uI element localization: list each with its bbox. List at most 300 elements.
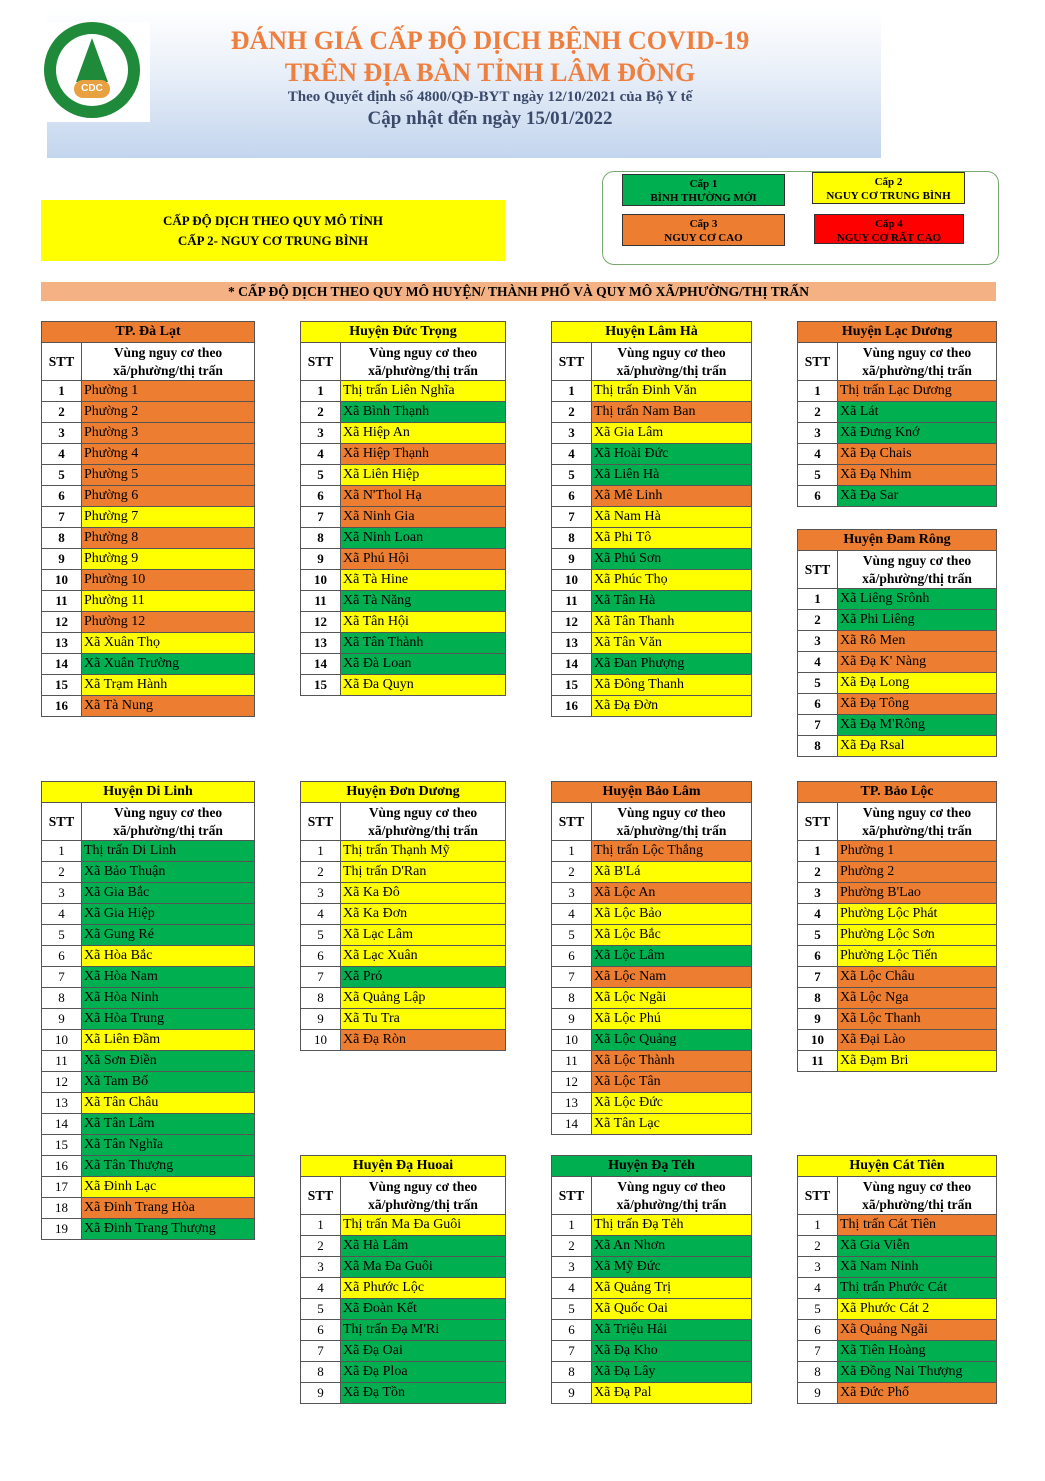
row-number: 4 bbox=[798, 904, 838, 925]
district-name: Huyện Bảo Lâm bbox=[552, 782, 752, 803]
row-number: 2 bbox=[301, 1236, 341, 1257]
commune-name: Xã Tiên Hoàng bbox=[838, 1341, 997, 1362]
row-number: 4 bbox=[42, 904, 82, 925]
commune-name: Xã Nam Hà bbox=[592, 507, 752, 528]
row-number: 15 bbox=[42, 675, 82, 696]
commune-name: Xã Lộc Phú bbox=[592, 1009, 752, 1030]
row-number: 4 bbox=[42, 444, 82, 465]
table-row bbox=[552, 633, 752, 654]
commune-name: Phường 4 bbox=[82, 444, 255, 465]
table-row bbox=[798, 1051, 997, 1072]
table-row bbox=[552, 1009, 752, 1030]
province-line1: CẤP ĐỘ DỊCH THEO QUY MÔ TỈNH bbox=[162, 213, 384, 228]
row-number: 9 bbox=[301, 1009, 341, 1030]
table-row bbox=[42, 675, 255, 696]
stt-header: STT bbox=[42, 803, 82, 841]
table-row bbox=[42, 1030, 255, 1051]
table-row bbox=[42, 946, 255, 967]
commune-name: Xã Tân Nghĩa bbox=[82, 1135, 255, 1156]
commune-name: Thị trấn D'Ran bbox=[341, 862, 506, 883]
table-row bbox=[42, 1177, 255, 1198]
table-row bbox=[552, 1278, 752, 1299]
row-number: 3 bbox=[798, 423, 838, 444]
row-number: 4 bbox=[552, 904, 592, 925]
district-name: Huyện Đạ Tẻh bbox=[552, 1156, 752, 1177]
commune-name: Xã Đinh Trang Thượng bbox=[82, 1219, 255, 1240]
commune-name: Xã Đạm Bri bbox=[838, 1051, 997, 1072]
table-row bbox=[798, 925, 997, 946]
stt-header: STT bbox=[42, 343, 82, 381]
row-number: 13 bbox=[42, 633, 82, 654]
row-number: 13 bbox=[552, 633, 592, 654]
row-number: 2 bbox=[798, 402, 838, 423]
row-number: 9 bbox=[552, 549, 592, 570]
table-row bbox=[301, 1341, 506, 1362]
commune-name: Xã Lộc An bbox=[592, 883, 752, 904]
table-row bbox=[42, 528, 255, 549]
table-row bbox=[301, 1299, 506, 1320]
row-number: 5 bbox=[42, 465, 82, 486]
commune-name: Phường 6 bbox=[82, 486, 255, 507]
stt-header: STT bbox=[552, 1177, 592, 1215]
commune-name: Xã Đạ Rsal bbox=[838, 736, 997, 757]
table-row bbox=[552, 465, 752, 486]
row-number: 13 bbox=[552, 1093, 592, 1114]
commune-name: Xã Triệu Hải bbox=[592, 1320, 752, 1341]
stt-header: STT bbox=[301, 343, 341, 381]
district-name: Huyện Đam Rông bbox=[798, 530, 997, 551]
zone-header: Vùng nguy cơ theo xã/phường/thị trấn bbox=[838, 343, 997, 381]
commune-name: Xã Đạ Tông bbox=[838, 694, 997, 715]
zone-header: Vùng nguy cơ theo xã/phường/thị trấn bbox=[82, 803, 255, 841]
commune-name: Xã Phi Tô bbox=[592, 528, 752, 549]
table-row bbox=[301, 654, 506, 675]
table-row bbox=[301, 1236, 506, 1257]
district-name: Huyện Đơn Dương bbox=[301, 782, 506, 803]
table-row bbox=[42, 1156, 255, 1177]
commune-name: Xã Đan Phượng bbox=[592, 654, 752, 675]
row-number: 6 bbox=[798, 946, 838, 967]
district-table-lacduong bbox=[797, 321, 997, 507]
row-number: 1 bbox=[301, 381, 341, 402]
row-number: 6 bbox=[798, 694, 838, 715]
row-number: 3 bbox=[798, 631, 838, 652]
row-number: 11 bbox=[552, 1051, 592, 1072]
commune-name: Xã Đạ Đờn bbox=[592, 696, 752, 717]
commune-name: Xã Gia Bắc bbox=[82, 883, 255, 904]
row-number: 15 bbox=[301, 675, 341, 696]
commune-name: Xã Hà Lâm bbox=[341, 1236, 506, 1257]
commune-name: Xã Đức Phổ bbox=[838, 1383, 997, 1404]
commune-name: Xã Tà Hine bbox=[341, 570, 506, 591]
district-name: Huyện Đạ Huoai bbox=[301, 1156, 506, 1177]
table-row bbox=[552, 1114, 752, 1135]
commune-name: Xã Hòa Nam bbox=[82, 967, 255, 988]
row-number: 3 bbox=[42, 883, 82, 904]
row-number: 4 bbox=[301, 1278, 341, 1299]
row-number: 1 bbox=[798, 381, 838, 402]
commune-name: Xã Lộc Đức bbox=[592, 1093, 752, 1114]
row-number: 6 bbox=[301, 1320, 341, 1341]
commune-name: Xã Pró bbox=[341, 967, 506, 988]
table-row bbox=[798, 1236, 997, 1257]
commune-name: Xã Lạc Lâm bbox=[341, 925, 506, 946]
row-number: 6 bbox=[552, 946, 592, 967]
row-number: 2 bbox=[301, 862, 341, 883]
table-row bbox=[552, 862, 752, 883]
commune-name: Xã Phước Lộc bbox=[341, 1278, 506, 1299]
table-row bbox=[42, 1072, 255, 1093]
commune-name: Xã Gia Hiệp bbox=[82, 904, 255, 925]
table-row bbox=[552, 1383, 752, 1404]
commune-name: Xã Phú Hội bbox=[341, 549, 506, 570]
district-name: Huyện Di Linh bbox=[42, 782, 255, 803]
commune-name: Xã Phi Liêng bbox=[838, 610, 997, 631]
commune-name: Xã Tu Tra bbox=[341, 1009, 506, 1030]
table-row bbox=[552, 486, 752, 507]
table-row bbox=[301, 1383, 506, 1404]
row-number: 11 bbox=[552, 591, 592, 612]
row-number: 1 bbox=[42, 381, 82, 402]
cdc-logo-icon bbox=[44, 22, 140, 118]
legend-level-1: Cấp 1 BÌNH THƯỜNG MỚI bbox=[622, 174, 785, 206]
commune-name: Xã Xuân Trường bbox=[82, 654, 255, 675]
table-row bbox=[42, 904, 255, 925]
commune-name: Xã Đa Quyn bbox=[341, 675, 506, 696]
table-row bbox=[552, 988, 752, 1009]
table-row bbox=[42, 1093, 255, 1114]
commune-name: Xã Liêng Srônh bbox=[838, 589, 997, 610]
row-number: 1 bbox=[552, 841, 592, 862]
table-row bbox=[42, 967, 255, 988]
table-row bbox=[798, 423, 997, 444]
commune-name: Xã Ninh Loan bbox=[341, 528, 506, 549]
commune-name: Phường B'Lao bbox=[838, 883, 997, 904]
table-row bbox=[42, 591, 255, 612]
row-number: 4 bbox=[301, 904, 341, 925]
table-row bbox=[42, 696, 255, 717]
stt-header: STT bbox=[552, 343, 592, 381]
row-number: 10 bbox=[552, 1030, 592, 1051]
updated-date: Cập nhật đến ngày 15/01/2022 bbox=[367, 108, 613, 129]
table-row bbox=[42, 988, 255, 1009]
commune-name: Xã Quảng Lập bbox=[341, 988, 506, 1009]
table-row bbox=[301, 1009, 506, 1030]
row-number: 11 bbox=[798, 1051, 838, 1072]
province-line2: CẤP 2- NGUY CƠ TRUNG BÌNH bbox=[177, 233, 369, 248]
commune-name: Xã Nam Ninh bbox=[838, 1257, 997, 1278]
row-number: 19 bbox=[42, 1219, 82, 1240]
table-row bbox=[552, 1093, 752, 1114]
row-number: 1 bbox=[42, 841, 82, 862]
commune-name: Xã Ma Đa Guôi bbox=[341, 1257, 506, 1278]
row-number: 10 bbox=[301, 1030, 341, 1051]
table-row bbox=[798, 402, 997, 423]
stt-header: STT bbox=[798, 551, 838, 589]
table-row bbox=[552, 1072, 752, 1093]
row-number: 8 bbox=[42, 988, 82, 1009]
commune-name: Thị trấn Ma Đa Guôi bbox=[341, 1215, 506, 1236]
commune-name: Xã Hòa Ninh bbox=[82, 988, 255, 1009]
table-row bbox=[798, 715, 997, 736]
table-row bbox=[798, 1215, 997, 1236]
table-row bbox=[798, 883, 997, 904]
commune-name: Xã Sơn Điền bbox=[82, 1051, 255, 1072]
commune-name: Xã Phước Cát 2 bbox=[838, 1299, 997, 1320]
row-number: 5 bbox=[798, 925, 838, 946]
row-number: 6 bbox=[798, 486, 838, 507]
row-number: 1 bbox=[552, 1215, 592, 1236]
table-row bbox=[42, 654, 255, 675]
table-row bbox=[301, 570, 506, 591]
row-number: 7 bbox=[301, 1341, 341, 1362]
commune-name: Phường 2 bbox=[82, 402, 255, 423]
legend-level-3: Cấp 3 NGUY CƠ CAO bbox=[622, 214, 785, 246]
commune-name: Xã Đạ M'Rông bbox=[838, 715, 997, 736]
zone-header: Vùng nguy cơ theo xã/phường/thị trấn bbox=[341, 803, 506, 841]
stt-header: STT bbox=[301, 1177, 341, 1215]
row-number: 6 bbox=[552, 486, 592, 507]
row-number: 8 bbox=[798, 1362, 838, 1383]
table-row bbox=[798, 1383, 997, 1404]
row-number: 14 bbox=[552, 654, 592, 675]
commune-name: Thị trấn Phước Cát bbox=[838, 1278, 997, 1299]
commune-name: Xã Lộc Thanh bbox=[838, 1009, 997, 1030]
commune-name: Xã Quảng Trị bbox=[592, 1278, 752, 1299]
row-number: 2 bbox=[798, 1236, 838, 1257]
commune-name: Xã Mê Linh bbox=[592, 486, 752, 507]
table-row bbox=[798, 589, 997, 610]
zone-header: Vùng nguy cơ theo xã/phường/thị trấn bbox=[838, 803, 997, 841]
commune-name: Xã Lộc Bảo bbox=[592, 904, 752, 925]
district-table-ductrong bbox=[300, 321, 506, 696]
table-row bbox=[42, 862, 255, 883]
commune-name: Xã Hoài Đức bbox=[592, 444, 752, 465]
commune-name: Xã Tân Thành bbox=[341, 633, 506, 654]
table-row bbox=[42, 1009, 255, 1030]
commune-name: Xã Gia Lâm bbox=[592, 423, 752, 444]
row-number: 3 bbox=[798, 1257, 838, 1278]
commune-name: Thị trấn Liên Nghĩa bbox=[341, 381, 506, 402]
district-table-dahuoai bbox=[300, 1155, 506, 1404]
table-row bbox=[301, 1278, 506, 1299]
zone-header: Vùng nguy cơ theo xã/phường/thị trấn bbox=[341, 343, 506, 381]
row-number: 8 bbox=[552, 528, 592, 549]
table-row bbox=[42, 1198, 255, 1219]
row-number: 10 bbox=[798, 1030, 838, 1051]
table-row bbox=[798, 444, 997, 465]
commune-name: Xã Đạ Sar bbox=[838, 486, 997, 507]
zone-header: Vùng nguy cơ theo xã/phường/thị trấn bbox=[341, 1177, 506, 1215]
zone-header: Vùng nguy cơ theo xã/phường/thị trấn bbox=[592, 1177, 752, 1215]
legend-level-4: Cấp 4 NGUY CƠ RẤT CAO bbox=[814, 214, 964, 244]
table-row bbox=[798, 652, 997, 673]
table-row bbox=[552, 444, 752, 465]
commune-name: Xã Đoàn Kết bbox=[341, 1299, 506, 1320]
commune-name: Xã Đạ Oai bbox=[341, 1341, 506, 1362]
row-number: 3 bbox=[301, 883, 341, 904]
row-number: 13 bbox=[301, 633, 341, 654]
commune-name: Xã Rô Men bbox=[838, 631, 997, 652]
commune-name: Xã Đạ K' Nàng bbox=[838, 652, 997, 673]
row-number: 1 bbox=[301, 841, 341, 862]
table-row bbox=[42, 612, 255, 633]
commune-name: Thị trấn Đạ M'Ri bbox=[341, 1320, 506, 1341]
commune-name: Phường Lộc Tiến bbox=[838, 946, 997, 967]
table-row bbox=[301, 486, 506, 507]
zone-header: Vùng nguy cơ theo xã/phường/thị trấn bbox=[82, 343, 255, 381]
table-row bbox=[301, 423, 506, 444]
row-number: 5 bbox=[301, 925, 341, 946]
row-number: 16 bbox=[42, 696, 82, 717]
row-number: 5 bbox=[798, 1299, 838, 1320]
table-row bbox=[42, 841, 255, 862]
table-row bbox=[552, 1299, 752, 1320]
district-name: Huyện Cát Tiên bbox=[798, 1156, 997, 1177]
table-row bbox=[552, 946, 752, 967]
row-number: 3 bbox=[42, 423, 82, 444]
row-number: 6 bbox=[301, 946, 341, 967]
table-row bbox=[552, 1215, 752, 1236]
table-row bbox=[798, 967, 997, 988]
district-name: Huyện Lâm Hà bbox=[552, 322, 752, 343]
row-number: 7 bbox=[301, 507, 341, 528]
table-row bbox=[798, 631, 997, 652]
table-row bbox=[798, 381, 997, 402]
stt-header: STT bbox=[552, 803, 592, 841]
commune-name: Xã Gung Ré bbox=[82, 925, 255, 946]
row-number: 2 bbox=[42, 402, 82, 423]
table-row bbox=[798, 1030, 997, 1051]
commune-name: Xã Lộc Nam bbox=[592, 967, 752, 988]
commune-name: Xã Phú Sơn bbox=[592, 549, 752, 570]
table-row bbox=[552, 612, 752, 633]
row-number: 7 bbox=[42, 507, 82, 528]
table-row bbox=[798, 1257, 997, 1278]
district-name: TP. Bảo Lộc bbox=[798, 782, 997, 803]
commune-name: Thị trấn Đạ Tẻh bbox=[592, 1215, 752, 1236]
row-number: 10 bbox=[552, 570, 592, 591]
row-number: 11 bbox=[42, 591, 82, 612]
row-number: 3 bbox=[552, 423, 592, 444]
commune-name: Xã Tân Lạc bbox=[592, 1114, 752, 1135]
row-number: 11 bbox=[301, 591, 341, 612]
row-number: 1 bbox=[798, 1215, 838, 1236]
table-row bbox=[552, 696, 752, 717]
title-line1: ĐÁNH GIÁ CẤP ĐỘ DỊCH BỆNH COVID-19 bbox=[230, 26, 750, 55]
table-row bbox=[301, 402, 506, 423]
row-number: 2 bbox=[798, 862, 838, 883]
table-row bbox=[798, 841, 997, 862]
commune-name: Thị trấn Cát Tiên bbox=[838, 1215, 997, 1236]
table-row bbox=[798, 1299, 997, 1320]
table-row bbox=[42, 1135, 255, 1156]
table-row bbox=[552, 591, 752, 612]
row-number: 7 bbox=[301, 967, 341, 988]
table-row bbox=[798, 673, 997, 694]
row-number: 7 bbox=[42, 967, 82, 988]
table-row bbox=[42, 507, 255, 528]
table-row bbox=[42, 633, 255, 654]
district-table-donduong bbox=[300, 781, 506, 1051]
row-number: 14 bbox=[42, 654, 82, 675]
district-table-damrong bbox=[797, 529, 997, 757]
commune-name: Xã Tân Văn bbox=[592, 633, 752, 654]
commune-name: Xã N'Thol Hạ bbox=[341, 486, 506, 507]
row-number: 8 bbox=[552, 1362, 592, 1383]
table-row bbox=[798, 988, 997, 1009]
table-row bbox=[552, 1320, 752, 1341]
table-row bbox=[42, 423, 255, 444]
commune-name: Xã Đà Loan bbox=[341, 654, 506, 675]
table-row bbox=[301, 1362, 506, 1383]
province-level-box bbox=[41, 200, 505, 261]
table-row bbox=[301, 528, 506, 549]
table-row bbox=[552, 883, 752, 904]
commune-name: Xã B'Lá bbox=[592, 862, 752, 883]
row-number: 8 bbox=[798, 736, 838, 757]
table-row bbox=[301, 883, 506, 904]
district-name: TP. Đà Lạt bbox=[42, 322, 255, 343]
commune-name: Xã Đinh Trang Hòa bbox=[82, 1198, 255, 1219]
district-table-dalat bbox=[41, 321, 255, 717]
commune-name: Thị trấn Lộc Thắng bbox=[592, 841, 752, 862]
row-number: 1 bbox=[798, 841, 838, 862]
row-number: 9 bbox=[42, 549, 82, 570]
row-number: 8 bbox=[301, 1362, 341, 1383]
row-number: 17 bbox=[42, 1177, 82, 1198]
table-row bbox=[42, 1051, 255, 1072]
table-row bbox=[552, 528, 752, 549]
row-number: 6 bbox=[552, 1320, 592, 1341]
table-row bbox=[42, 1219, 255, 1240]
commune-name: Xã Hòa Trung bbox=[82, 1009, 255, 1030]
commune-name: Xã Lộc Nga bbox=[838, 988, 997, 1009]
commune-name: Xã Bình Thạnh bbox=[341, 402, 506, 423]
commune-name: Xã Tà Năng bbox=[341, 591, 506, 612]
table-row bbox=[798, 904, 997, 925]
table-row bbox=[798, 1009, 997, 1030]
table-row bbox=[301, 967, 506, 988]
table-row bbox=[552, 841, 752, 862]
table-row bbox=[301, 381, 506, 402]
table-row bbox=[42, 1114, 255, 1135]
row-number: 2 bbox=[42, 862, 82, 883]
commune-name: Xã Ninh Gia bbox=[341, 507, 506, 528]
table-row bbox=[42, 549, 255, 570]
table-row bbox=[42, 883, 255, 904]
row-number: 2 bbox=[552, 862, 592, 883]
legend-level-2: Cấp 2 NGUY CƠ TRUNG BÌNH bbox=[812, 172, 965, 204]
row-number: 12 bbox=[42, 612, 82, 633]
commune-name: Xã Lộc Quảng bbox=[592, 1030, 752, 1051]
table-row bbox=[798, 1362, 997, 1383]
row-number: 4 bbox=[552, 1278, 592, 1299]
commune-name: Phường 10 bbox=[82, 570, 255, 591]
table-row bbox=[798, 610, 997, 631]
table-row bbox=[301, 465, 506, 486]
commune-name: Phường 1 bbox=[82, 381, 255, 402]
table-row bbox=[42, 925, 255, 946]
commune-name: Xã Tà Nung bbox=[82, 696, 255, 717]
row-number: 10 bbox=[42, 1030, 82, 1051]
commune-name: Phường 7 bbox=[82, 507, 255, 528]
commune-name: Xã Đông Thanh bbox=[592, 675, 752, 696]
row-number: 3 bbox=[798, 883, 838, 904]
row-number: 4 bbox=[798, 444, 838, 465]
commune-name: Xã Lộc Bắc bbox=[592, 925, 752, 946]
row-number: 8 bbox=[42, 528, 82, 549]
